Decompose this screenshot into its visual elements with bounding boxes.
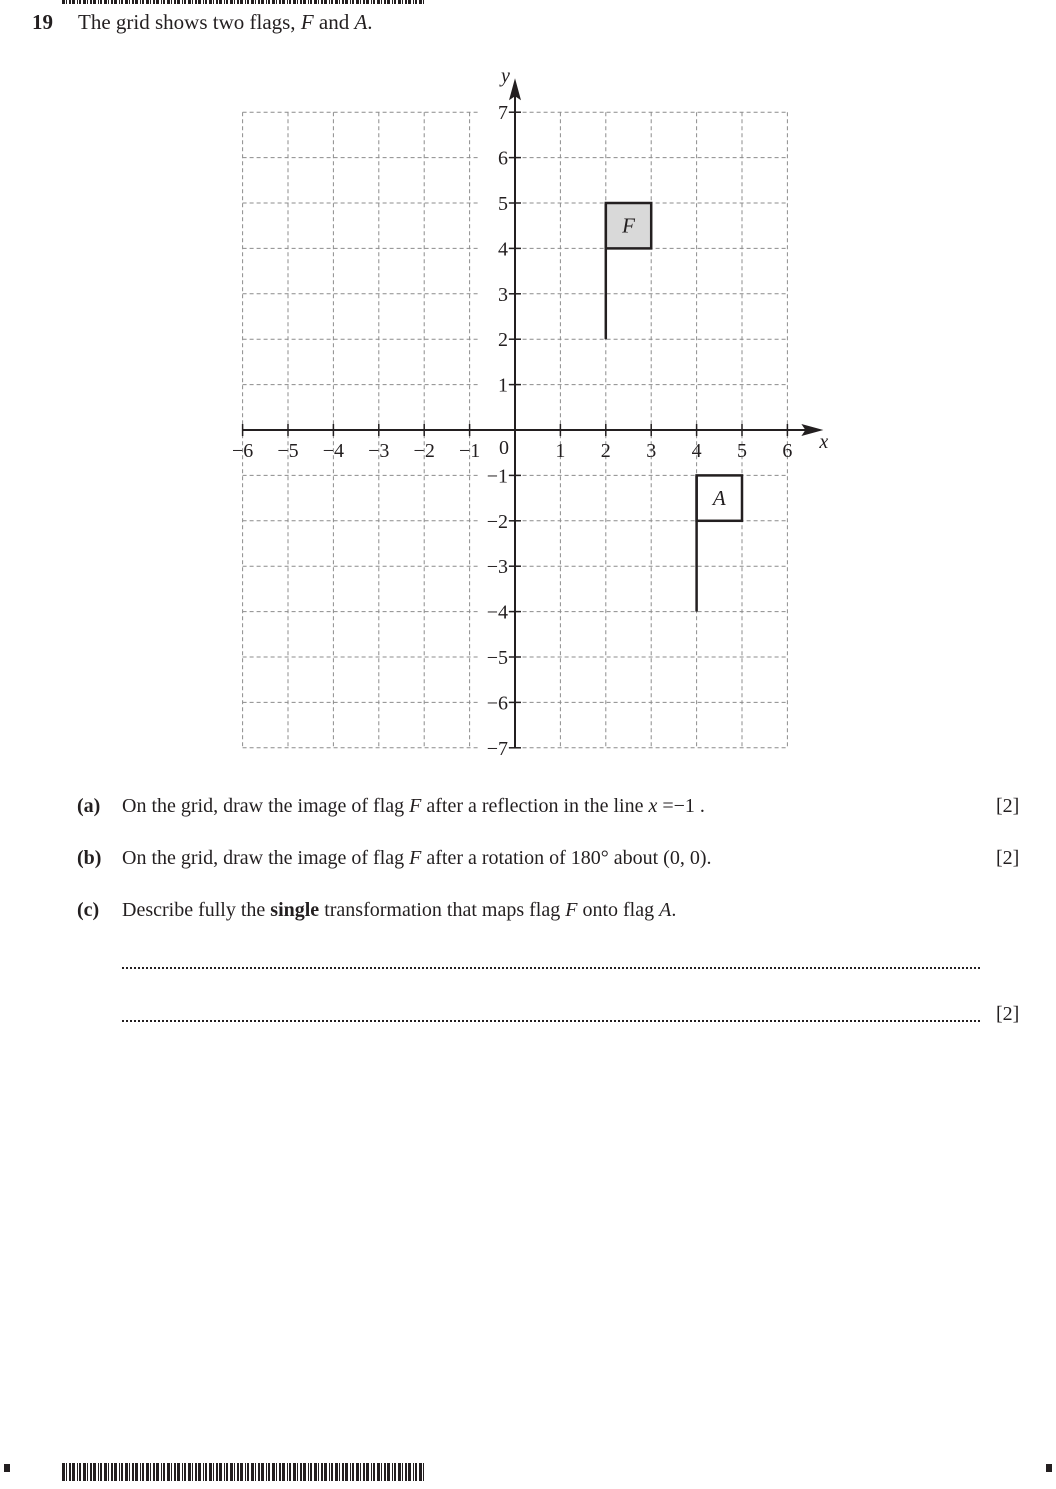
y-tick-label: 4 [498, 238, 508, 261]
corner-mark-right [1046, 1464, 1052, 1472]
barcode-bar [423, 1463, 424, 1481]
barcode-bar [114, 1463, 117, 1481]
barcode-bar [234, 1463, 235, 1481]
barcode-bar [394, 1463, 396, 1481]
barcode-bar [331, 1463, 333, 1481]
x-tick-label: −2 [413, 440, 435, 462]
barcode [62, 1463, 424, 1481]
barcode-bar [268, 1463, 270, 1481]
barcode-bar [303, 1463, 306, 1481]
x-tick-label: −1 [458, 440, 481, 462]
barcode-bar [398, 1463, 401, 1481]
barcode-bar [62, 1463, 65, 1481]
barcode-bar [329, 1463, 330, 1481]
origin-label: 0 [499, 437, 509, 459]
barcode-bar [356, 1463, 359, 1481]
y-tick-label: −7 [486, 737, 508, 760]
barcode-bar [203, 1463, 204, 1481]
barcode-bar [251, 1463, 254, 1481]
barcode-bar [119, 1463, 120, 1481]
x-tick-label: −6 [231, 440, 254, 462]
barcode-bar [192, 1463, 193, 1481]
barcode-bar [240, 1463, 243, 1481]
barcode-bar [318, 1463, 319, 1481]
barcode-bar [224, 1463, 225, 1481]
answer-line-2[interactable] [122, 1020, 980, 1022]
barcode-bar [308, 1463, 309, 1481]
barcode-bar [90, 1463, 92, 1481]
barcode-bar [350, 1463, 351, 1481]
barcode-bar [198, 1463, 201, 1481]
y-tick-label: 3 [498, 283, 508, 306]
barcode-bar [150, 1463, 151, 1481]
x-tick-label: 6 [782, 440, 793, 462]
x-tick-label: 4 [691, 440, 702, 462]
x-tick-label: −3 [368, 440, 390, 462]
barcode-bar [163, 1463, 165, 1481]
barcode-bar [66, 1463, 67, 1481]
flag-a-label: A [712, 486, 726, 511]
barcode-bar [79, 1463, 81, 1481]
barcode-bar [140, 1463, 141, 1481]
y-tick-label: −6 [486, 692, 508, 715]
barcode-bar [363, 1463, 365, 1481]
x-tick-label: 5 [737, 440, 747, 462]
barcode-bar [287, 1463, 288, 1481]
barcode-bar [135, 1463, 138, 1481]
barcode-bar [188, 1463, 191, 1481]
flag-f-label: F [622, 213, 635, 238]
barcode-bar [213, 1463, 214, 1481]
y-tick-label: −1 [486, 465, 508, 488]
barcode-bar [177, 1463, 180, 1481]
barcode-bar [125, 1463, 128, 1481]
barcode-bar [184, 1463, 186, 1481]
barcode-bar [226, 1463, 228, 1481]
y-tick-label: 6 [498, 147, 508, 170]
barcode-bar [258, 1463, 260, 1481]
barcode-bar [167, 1463, 170, 1481]
barcode-bar [345, 1463, 348, 1481]
barcode-bar [413, 1463, 414, 1481]
barcode-bar [209, 1463, 212, 1481]
barcode-bar [182, 1463, 183, 1481]
y-tick-label: −3 [486, 556, 508, 579]
barcode-bar [104, 1463, 107, 1481]
barcode-bar [216, 1463, 218, 1481]
barcode-bar [272, 1463, 275, 1481]
barcode-bar [161, 1463, 162, 1481]
y-tick-label: 1 [498, 374, 508, 397]
part-c-marks: [2] [996, 1003, 1020, 1025]
barcode-bar [129, 1463, 130, 1481]
question-text: The grid shows two flags, F and A. [78, 10, 373, 34]
barcode-bar [77, 1463, 78, 1481]
y-tick-label: 5 [498, 193, 508, 215]
barcode-bar [360, 1463, 361, 1481]
barcode-bar [111, 1463, 113, 1481]
barcode-bar [174, 1463, 176, 1481]
barcode-bar [310, 1463, 312, 1481]
barcode-bar [146, 1463, 149, 1481]
barcode-bar [402, 1463, 403, 1481]
barcode-bar [387, 1463, 390, 1481]
barcode-bar [153, 1463, 155, 1481]
barcode-bar [255, 1463, 256, 1481]
question-number: 19 [32, 10, 53, 34]
barcode-bar [300, 1463, 302, 1481]
y-tick-label: −5 [486, 647, 508, 669]
barcode-bar [132, 1463, 134, 1481]
barcode-bar [408, 1463, 411, 1481]
part-a-label: (a) [77, 795, 101, 817]
barcode-bar [156, 1463, 159, 1481]
barcode-bar [72, 1463, 75, 1481]
y-tick-label: −2 [486, 510, 508, 533]
part-c-text: Describe fully the single transformation that maps flag F onto flag A. [122, 899, 677, 921]
barcode-bar [219, 1463, 222, 1481]
barcode-bar [352, 1463, 354, 1481]
barcode-bar [276, 1463, 277, 1481]
barcode-bar [205, 1463, 207, 1481]
part-b-label: (b) [77, 847, 102, 869]
barcode-bar [289, 1463, 291, 1481]
barcode-bar [87, 1463, 88, 1481]
answer-line-1[interactable] [122, 967, 980, 969]
barcode-bar [321, 1463, 323, 1481]
barcode-bar [108, 1463, 109, 1481]
y-axis-label: y [501, 65, 510, 88]
barcode-bar [247, 1463, 249, 1481]
y-tick-label: −4 [486, 601, 508, 624]
corner-mark-left [4, 1464, 10, 1472]
y-tick-label: 2 [498, 329, 508, 352]
barcode-bar [392, 1463, 393, 1481]
part-a-text: On the grid, draw the image of flag F after a reflection in the line x =−1 . [122, 795, 705, 817]
barcode-bar [282, 1463, 285, 1481]
barcode-bar [371, 1463, 372, 1481]
barcode-bar [381, 1463, 382, 1481]
barcode-bar [195, 1463, 197, 1481]
barcode-bar [373, 1463, 375, 1481]
barcode-bar [69, 1463, 71, 1481]
barcode-bar [279, 1463, 281, 1481]
barcode-bar [342, 1463, 344, 1481]
barcode-bar [377, 1463, 380, 1481]
barcode-bar [171, 1463, 172, 1481]
barcode-bar [83, 1463, 86, 1481]
barcode-bar [237, 1463, 239, 1481]
x-tick-label: 3 [646, 440, 657, 462]
barcode-bar [261, 1463, 264, 1481]
part-b-text: On the grid, draw the image of flag F after a rotation of 180° about (0, 0). [122, 847, 712, 869]
barcode-bar [314, 1463, 317, 1481]
barcode-bar [324, 1463, 327, 1481]
barcode-bar [230, 1463, 233, 1481]
barcode-bar [339, 1463, 340, 1481]
barcode-bar [245, 1463, 246, 1481]
part-a-marks: [2] [996, 795, 1020, 817]
y-tick-label: 7 [498, 102, 508, 125]
x-tick-label: 1 [555, 440, 566, 462]
barcode-bar [266, 1463, 267, 1481]
barcode-bar [419, 1463, 422, 1481]
barcode-bar [100, 1463, 102, 1481]
barcode-bar [297, 1463, 298, 1481]
barcode-bar [121, 1463, 123, 1481]
x-tick-label: 2 [600, 440, 611, 462]
barcode-bar [384, 1463, 386, 1481]
barcode-bar [405, 1463, 407, 1481]
barcode-bar [415, 1463, 417, 1481]
barcode-bar [335, 1463, 338, 1481]
x-tick-label: −5 [277, 440, 299, 462]
barcode-bar [293, 1463, 296, 1481]
part-b-marks: [2] [996, 847, 1020, 869]
barcode-bar [98, 1463, 99, 1481]
x-axis-label: x [819, 431, 829, 453]
barcode-bar [142, 1463, 144, 1481]
barcode-bar [93, 1463, 96, 1481]
x-tick-label: −4 [322, 440, 345, 462]
barcode-bar [366, 1463, 369, 1481]
part-c-label: (c) [77, 899, 100, 921]
